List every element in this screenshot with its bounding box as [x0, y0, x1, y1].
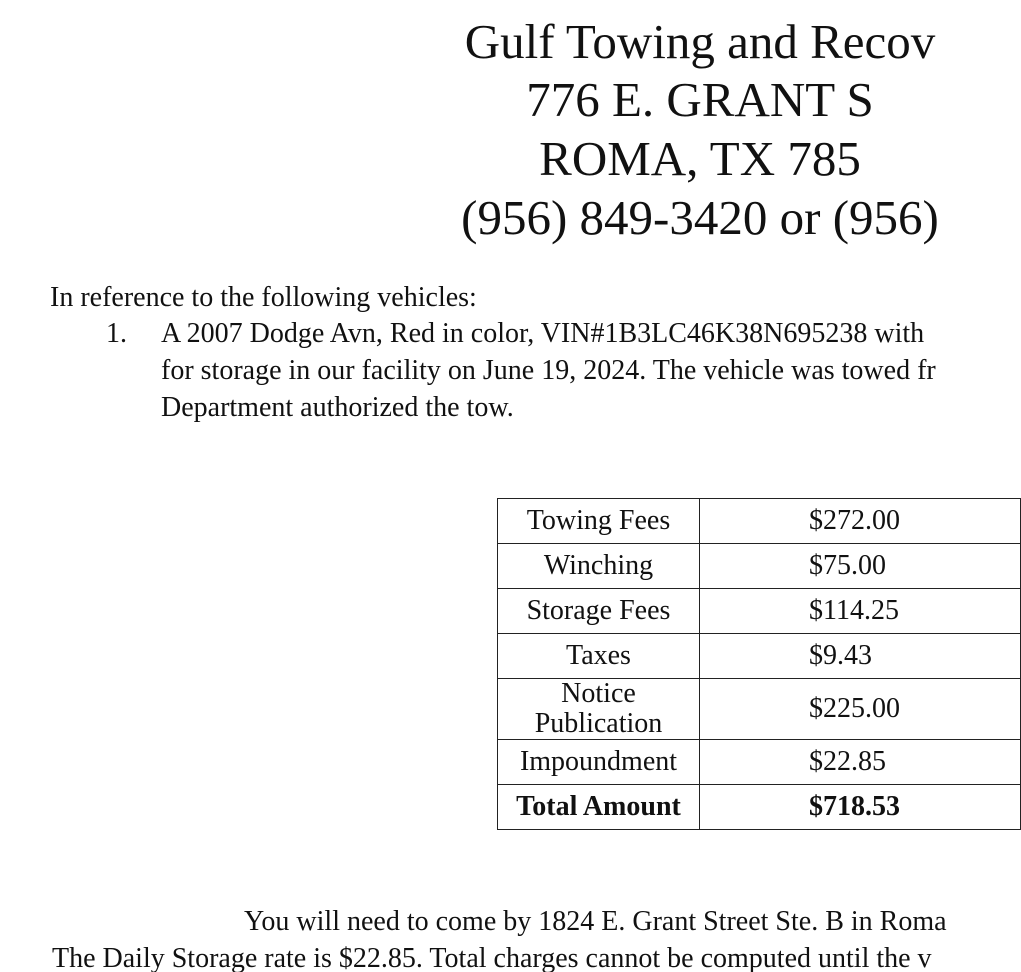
reference-intro: In reference to the following vehicles: [50, 282, 477, 313]
fee-label: Storage Fees [498, 589, 700, 634]
fee-label: Towing Fees [498, 499, 700, 544]
fee-amount-cell [700, 634, 1021, 679]
company-phones: (956) 849-3420 or (956) [461, 190, 939, 245]
fees-table [497, 498, 1021, 830]
fee-label: Winching [498, 544, 700, 589]
total-label: Total Amount [498, 785, 700, 830]
fee-amount-cell [700, 544, 1021, 589]
fee-amount-cell [700, 499, 1021, 544]
fee-row [498, 634, 1021, 679]
storage-rate-note: The Daily Storage rate is $22.85. Total charges cannot be computed until the v [52, 943, 932, 972]
fee-amount: $75.00 [809, 550, 886, 581]
fee-amount: $114.25 [809, 595, 899, 626]
fee-row [498, 499, 1021, 544]
fee-amount-cell [700, 679, 1021, 740]
fee-total-row [498, 785, 1021, 830]
fee-row [498, 589, 1021, 634]
company-name: Gulf Towing and Recov [464, 14, 936, 69]
fee-row [498, 679, 1021, 740]
company-city-state: ROMA, TX 785 [539, 131, 861, 186]
fee-amount: $9.43 [809, 640, 872, 671]
fee-label: Impoundment [498, 740, 700, 785]
fee-amount-cell [700, 589, 1021, 634]
total-amount-cell [700, 785, 1021, 830]
fee-amount: $272.00 [809, 505, 900, 536]
fee-label: Taxes [498, 634, 700, 679]
fee-amount: $225.00 [809, 693, 900, 724]
fee-label: Notice Publication [498, 679, 700, 740]
fee-amount: $22.85 [809, 746, 886, 777]
fee-row [498, 740, 1021, 785]
vehicle-description-line: for storage in our facility on June 19, 2024. The vehicle was towed fr [161, 355, 936, 386]
pickup-instructions: You will need to come by 1824 E. Grant Street Ste. B in Roma [244, 906, 947, 937]
total-amount: $718.53 [809, 791, 900, 822]
vehicle-description-line: A 2007 Dodge Avn, Red in color, VIN#1B3LC46K38N695238 with [161, 318, 925, 349]
company-street: 776 E. GRANT S [526, 72, 874, 127]
vehicle-description-line: Department authorized the tow. [161, 392, 514, 423]
fee-amount-cell [700, 740, 1021, 785]
vehicle-item-number: 1. [106, 318, 127, 349]
fee-row [498, 544, 1021, 589]
